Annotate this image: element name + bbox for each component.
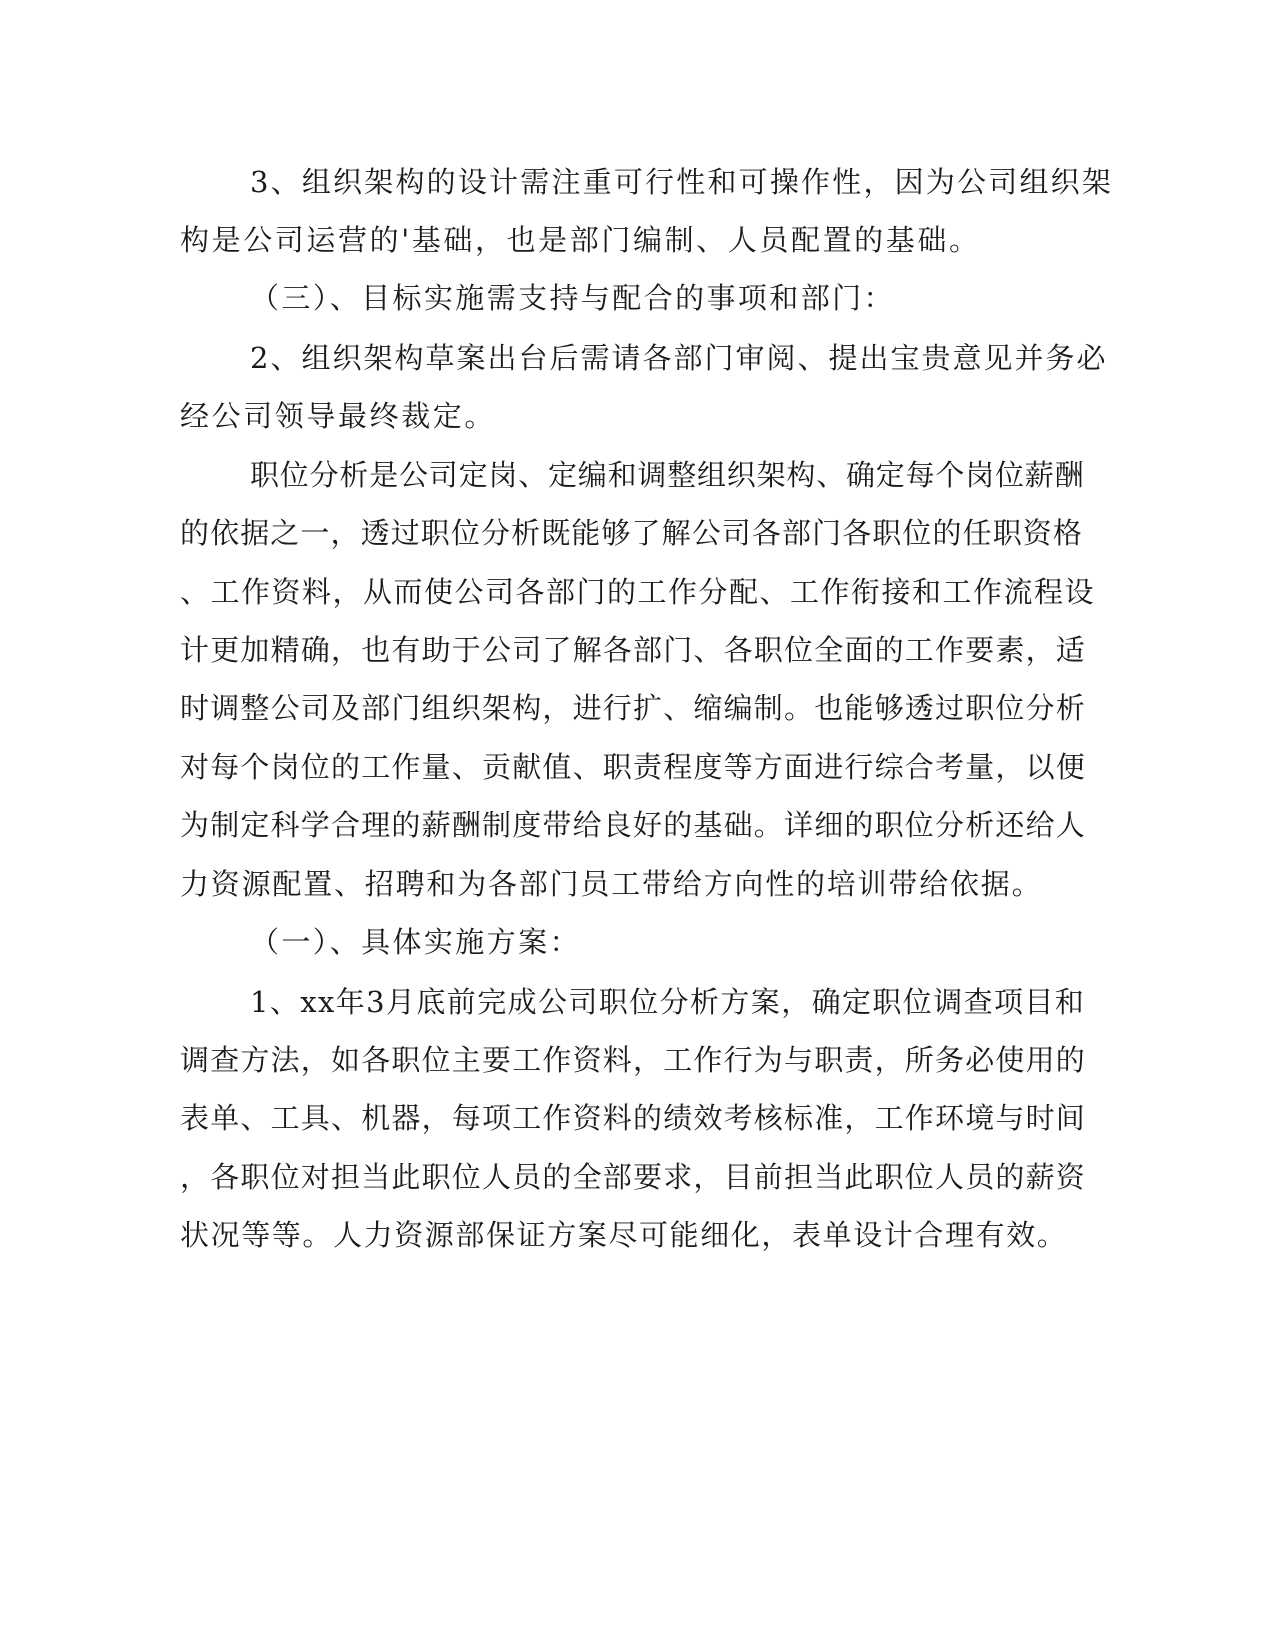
text-line: 经公司领导最终裁定。: [180, 399, 497, 433]
text-line: 的依据之一，透过职位分析既能够了解公司各部门各职位的任职资格: [180, 516, 1084, 550]
text-line: 构是公司运营的'基础，也是部门编制、人员配置的基础。: [180, 223, 981, 257]
text-line: 职位分析是公司定岗、定编和调整组织架构、确定每个岗位薪酬: [250, 458, 1085, 492]
subheading: （一）、具体实施方案：: [250, 925, 581, 959]
text-line: 力资源配置、招聘和为各部门员工带给方向性的培训带给依据。: [180, 867, 1043, 901]
text-line: 为制定科学合理的薪酬制度带给良好的基础。详细的职位分析还给人: [180, 808, 1087, 842]
subheading: （三）、目标实施需支持与配合的事项和部门：: [250, 281, 895, 315]
text-line: 3、组织架构的设计需注重可行性和可操作性，因为公司组织架: [250, 165, 1114, 199]
text-line: 时调整公司及部门组织架构，进行扩、缩编制。也能够透过职位分析: [180, 691, 1087, 725]
text-line: ，各职位对担当此职位人员的全部要求，目前担当此职位人员的薪资: [180, 1160, 1087, 1194]
text-line: 调查方法，如各职位主要工作资料，工作行为与职责，所务必使用的: [180, 1043, 1087, 1077]
text-line: 2、组织架构草案出台后需请各部门审阅、提出宝贵意见并务必: [250, 341, 1108, 375]
text-line: 、工作资料，从而使公司各部门的工作分配、工作衔接和工作流程设: [180, 575, 1096, 609]
text-line: 计更加精确，也有助于公司了解各部门、各职位全面的工作要素，适: [180, 633, 1087, 667]
text-line: 对每个岗位的工作量、贡献值、职责程度等方面进行综合考量，以便: [180, 750, 1087, 784]
text-line: 表单、工具、机器，每项工作资料的绩效考核标准，工作环境与时间: [180, 1101, 1087, 1135]
text-line: 状况等等。人力资源部保证方案尽可能细化，表单设计合理有效。: [180, 1218, 1068, 1252]
text-line: 1、xx年3月底前完成公司职位分析方案，确定职位调查项目和: [250, 985, 1086, 1019]
